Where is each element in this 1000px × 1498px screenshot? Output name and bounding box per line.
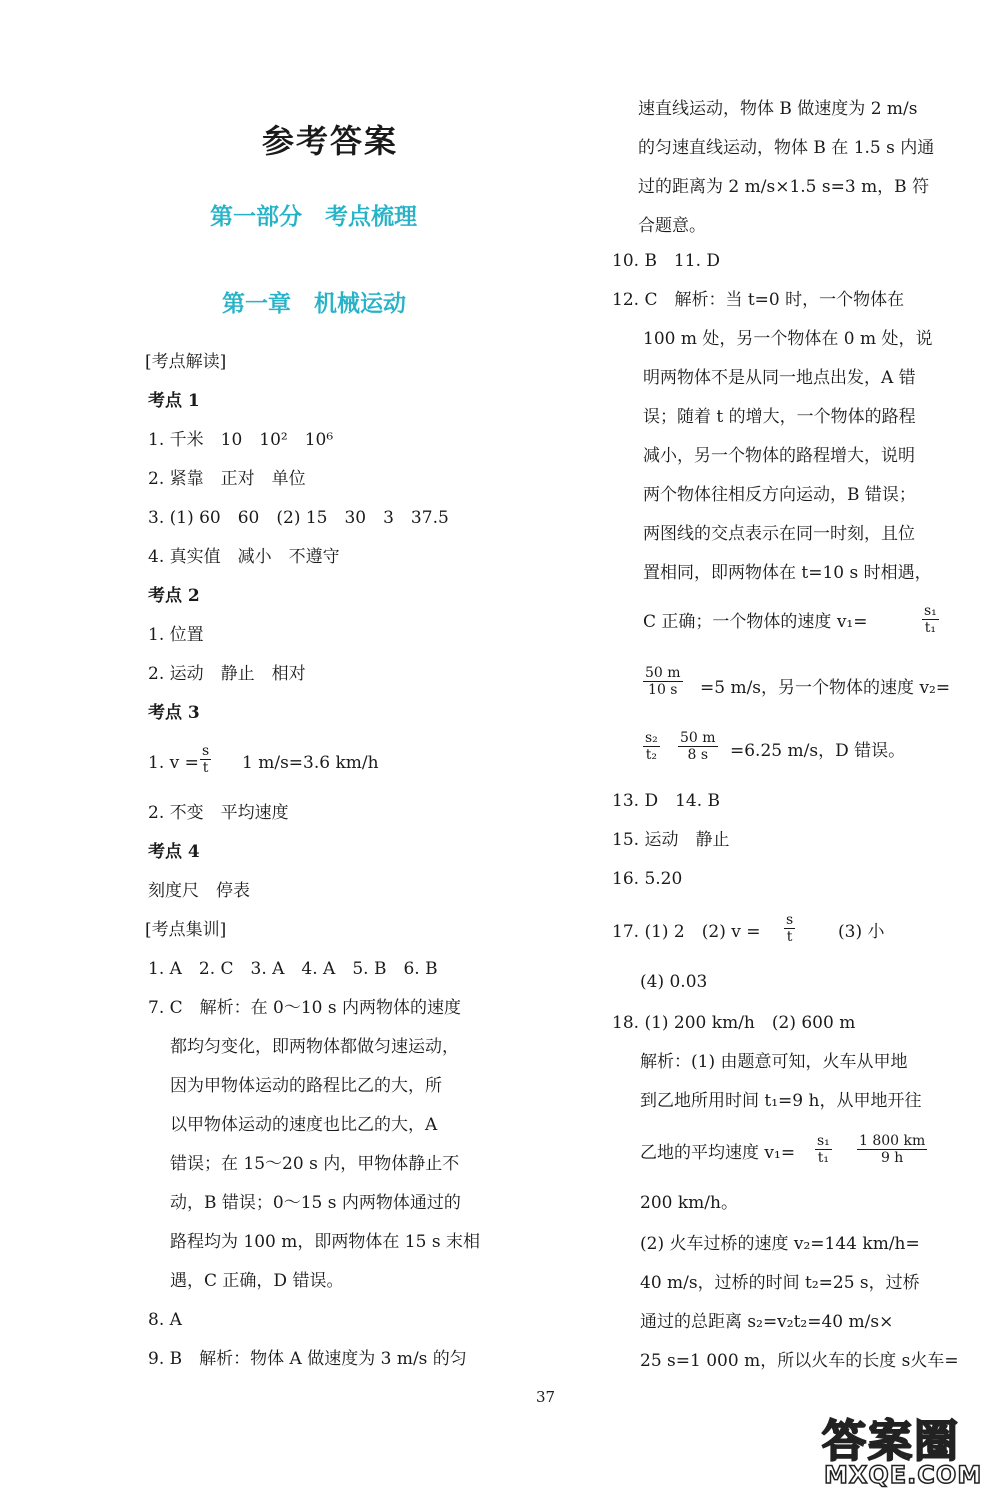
answer-line: 9. B 解析：物体 A 做速度为 3 m/s 的匀	[148, 1349, 467, 1369]
answer-line: 因为甲物体运动的路程比乙的大，所	[170, 1076, 442, 1096]
answer-line: 明两物体不是从同一地点出发，A 错	[643, 368, 916, 388]
fraction-numerator: s	[202, 743, 210, 759]
answer-line: =5 m/s，另一个物体的速度 v₂=	[700, 678, 951, 698]
answer-line: [考点解读]	[145, 352, 227, 372]
fraction-numerator: 50 m	[645, 665, 681, 681]
answer-line: 17. (1) 2 (2) v =	[612, 922, 761, 942]
answer-line: 16. 5.20	[612, 869, 683, 889]
answer-line: 1. v =	[148, 753, 199, 773]
answer-line: (2) 火车过桥的速度 v₂=144 km/h=	[640, 1234, 920, 1254]
answer-line: 考点 1	[148, 391, 200, 411]
answer-line: 12. C 解析：当 t=0 时，一个物体在	[612, 290, 905, 310]
fraction	[784, 912, 795, 945]
fraction-denominator: 10 s	[648, 682, 678, 698]
answer-line: 减小，另一个物体的路程增大，说明	[643, 446, 915, 466]
answer-line: 错误；在 15～20 s 内，甲物体静止不	[170, 1154, 460, 1174]
answer-line: 解析：(1) 由题意可知，火车从甲地	[640, 1052, 908, 1072]
answer-line: 以甲物体运动的速度也比乙的大，A	[170, 1115, 438, 1135]
fraction-denominator: 9 h	[880, 1150, 904, 1166]
page-title: 参考答案	[262, 122, 399, 160]
answer-line: [考点集训]	[145, 920, 227, 940]
fraction	[815, 1133, 832, 1166]
answer-line: 40 m/s，过桥的时间 t₂=25 s，过桥	[640, 1273, 920, 1293]
answer-line: 误；随着 t 的增大，一个物体的路程	[643, 407, 916, 427]
fraction-numerator: 1 800 km	[859, 1133, 926, 1149]
answer-line: 2. 运动 静止 相对	[148, 664, 306, 684]
answer-line: 动，B 错误；0～15 s 内两物体通过的	[170, 1193, 461, 1213]
answer-line: 15. 运动 静止	[612, 830, 730, 850]
answer-line: 1 m/s=3.6 km/h	[242, 753, 379, 773]
page-number: 37	[536, 1388, 556, 1406]
answer-line: 2. 不变 平均速度	[148, 803, 289, 823]
fraction	[643, 730, 660, 763]
answer-line: 两图线的交点表示在同一时刻，且位	[643, 524, 915, 544]
answer-line: 4. 真实值 减小 不遵守	[148, 547, 340, 567]
answer-line: 3. (1) 60 60 (2) 15 30 3 37.5	[148, 508, 449, 528]
answer-line: 考点 4	[148, 842, 200, 862]
answer-line: 8. A	[148, 1310, 182, 1330]
fraction-denominator: t₁	[817, 1150, 830, 1166]
answer-line: 乙地的平均速度 v₁=	[640, 1143, 796, 1163]
fraction	[678, 730, 718, 763]
fraction-numerator: 50 m	[680, 730, 716, 746]
fraction-numerator: s	[786, 912, 794, 928]
answer-line: 13. D 14. B	[612, 791, 721, 811]
answer-line: 刻度尺 停表	[148, 881, 250, 901]
answer-line: 过的距离为 2 m/s×1.5 s=3 m，B 符	[638, 177, 930, 197]
answer-line: 1. 千米 10 10² 10⁶	[148, 430, 334, 450]
answer-line: 18. (1) 200 km/h (2) 600 m	[612, 1013, 856, 1033]
answer-line: C 正确；一个物体的速度 v₁=	[643, 612, 868, 632]
answer-line: 路程均为 100 m，即两物体在 15 s 末相	[170, 1232, 480, 1252]
fraction-numerator: s₂	[645, 730, 658, 746]
answer-line: 都均匀变化，即两物体都做匀速运动，	[170, 1037, 459, 1057]
answer-line: (4) 0.03	[640, 972, 708, 992]
answer-line: 的匀速直线运动，物体 B 在 1.5 s 内通	[638, 138, 935, 158]
answer-line: 考点 3	[148, 703, 200, 723]
answer-line: 2. 紧靠 正对 单位	[148, 469, 306, 489]
answer-line: 100 m 处，另一个物体在 0 m 处，说	[643, 329, 933, 349]
answer-line: 1. 位置	[148, 625, 204, 645]
fraction-denominator: t	[786, 929, 793, 945]
answer-line: 25 s=1 000 m，所以火车的长度 s火车=	[640, 1351, 959, 1371]
part-heading: 第一部分 考点梳理	[210, 203, 417, 230]
answer-line: 合题意。	[638, 216, 706, 236]
answer-line: 200 km/h。	[640, 1193, 738, 1213]
fraction	[643, 665, 683, 698]
watermark-logo	[810, 1405, 990, 1491]
fraction	[922, 603, 939, 636]
answer-line: 两个物体往相反方向运动，B 错误；	[643, 485, 916, 505]
answer-line: 置相同，即两物体在 t=10 s 时相遇，	[643, 563, 932, 583]
answer-line: 1. A 2. C 3. A 4. A 5. B 6. B	[148, 959, 438, 979]
fraction-numerator: s₁	[817, 1133, 830, 1149]
fraction-denominator: 8 s	[687, 747, 709, 763]
answer-line: =6.25 m/s，D 错误。	[730, 741, 906, 761]
answer-line: 通过的总距离 s₂=v₂t₂=40 m/s×	[640, 1312, 894, 1332]
answer-line: (3) 小	[838, 922, 885, 942]
watermark-main: 答案圈	[822, 1416, 960, 1467]
fraction	[200, 743, 211, 776]
fraction	[857, 1133, 927, 1166]
answer-line: 速直线运动，物体 B 做速度为 2 m/s	[638, 99, 918, 119]
fraction-denominator: t₁	[924, 620, 937, 636]
answer-line: 遇，C 正确，D 错误。	[170, 1271, 344, 1291]
chapter-heading: 第一章 机械运动	[222, 290, 406, 317]
answer-line: 7. C 解析：在 0～10 s 内两物体的速度	[148, 998, 462, 1018]
answer-line: 到乙地所用时间 t₁=9 h，从甲地开往	[640, 1091, 922, 1111]
answer-line: 10. B 11. D	[612, 251, 721, 271]
fraction-denominator: t₂	[645, 747, 658, 763]
answer-line: 考点 2	[148, 586, 200, 606]
fraction-denominator: t	[202, 760, 209, 776]
watermark-url: MXQE.COM	[824, 1461, 983, 1489]
fraction-numerator: s₁	[924, 603, 937, 619]
